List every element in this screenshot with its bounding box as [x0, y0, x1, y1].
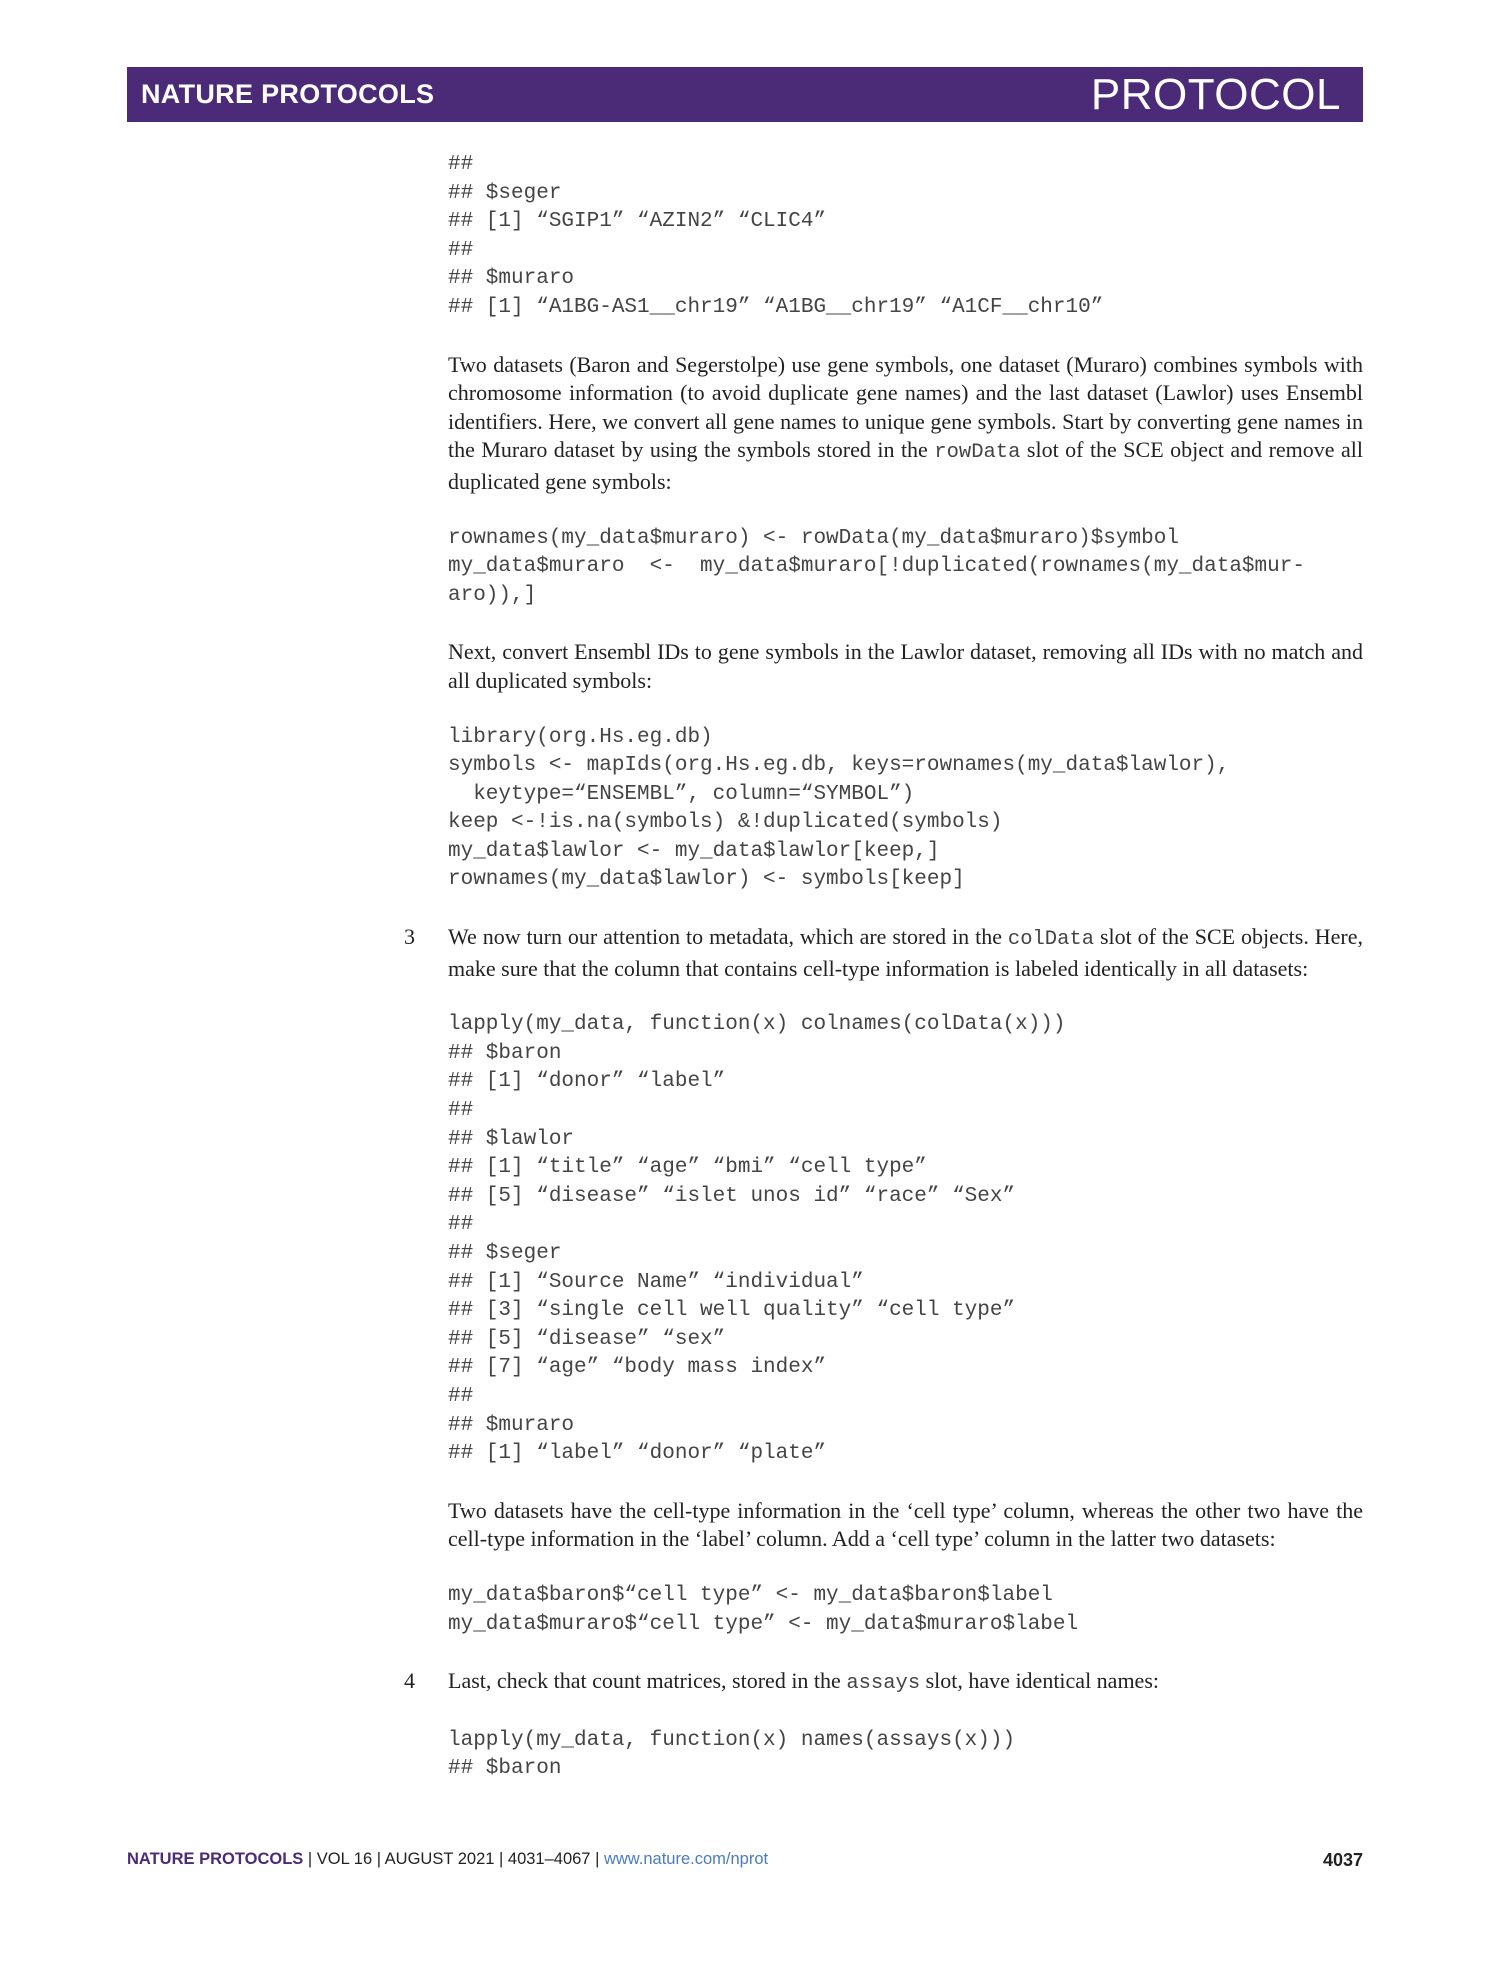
inline-code: colData	[1007, 928, 1095, 952]
code-line: ##	[448, 238, 474, 262]
step-number: 4	[404, 1668, 415, 1694]
journal-name: NATURE PROTOCOLS	[141, 79, 435, 109]
code-line: aro)),]	[448, 583, 537, 607]
code-line: ##	[448, 1099, 474, 1123]
code-line: my_data$muraro$“cell type” <- my_data$muraro$label	[448, 1612, 1079, 1636]
page-footer: NATURE PROTOCOLS | VOL 16 | AUGUST 2021 | 4031–4067 | www.nature.com/nprot 4037	[127, 1850, 1363, 1870]
code-line: ## $baron	[448, 1041, 562, 1065]
code-line: ## [1] “donor” “label”	[448, 1070, 726, 1094]
step-4-text: Last, check that count matrices, stored in the assays slot, have identical names:	[448, 1668, 1159, 1696]
code-line: ## [1] “title” “age” “bmi” “cell type”	[448, 1156, 927, 1180]
code-line: ## $seger	[448, 1242, 562, 1265]
code-line: ## $muraro	[448, 267, 575, 291]
code-block-3	[448, 724, 1363, 896]
code-line: keep <-!is.na(symbols) &!duplicated(symbols)	[448, 811, 1003, 835]
code-line: ## $seger	[448, 181, 562, 205]
code-line: my_data$muraro <- my_data$muraro[!duplicated(rownames(my_data$mur-	[448, 555, 1305, 579]
code-line: ## [1] “Source Name” “individual”	[448, 1270, 864, 1294]
code-line: my_data$baron$“cell type” <- my_data$baron$label	[448, 1583, 1053, 1607]
code-line: rownames(my_data$lawlor) <- symbols[keep]	[448, 868, 965, 892]
code-block-5	[448, 1582, 1363, 1639]
code-line: ## [1] “A1BG-AS1__chr19” “A1BG__chr19” “A1CF__chr10”	[448, 295, 1104, 319]
footer-pages: 4031–4067	[507, 1850, 591, 1868]
page-header	[127, 67, 1363, 122]
step-3-text: We now turn our attention to metadata, which are stored in the colData slot of the SCE objects. Here, make sure that the column that contains cell-type information is labeled identically in all datasets:	[448, 924, 1363, 981]
code-line: ## $lawlor	[448, 1127, 575, 1151]
code-line: ## [1] “label” “donor” “plate”	[448, 1442, 827, 1466]
inline-code: rowData	[934, 441, 1021, 465]
paragraph-muraro: Two datasets (Baron and Segerstolpe) use gene symbols, one dataset (Muraro) combines symbols with chromosome information (to avoid duplicate gene names) and the last dataset (Lawlor) uses Ensembl identifiers. Here, we convert all gene names to unique gene symbols. Start by converting gene names in the Muraro dataset by using the symbols stored in the rowData slot of the SCE object and remove all duplicated gene symbols:	[448, 351, 1363, 494]
paragraph-cell-type: Two datasets have the cell-type information in the ‘cell type’ column, whereas the other two have the cell-type information in the ‘label’ column. Add a ‘cell type’ column in the latter two datasets:	[448, 1497, 1363, 1552]
footer-journal: NATURE PROTOCOLS	[127, 1850, 304, 1868]
step-4	[404, 1667, 1363, 1699]
code-line: ## [1] “SGIP1” “AZIN2” “CLIC4”	[448, 210, 827, 234]
code-line: ## [7] “age” “body mass index”	[448, 1356, 827, 1380]
code-line: rownames(my_data$muraro) <- rowData(my_data$muraro)$symbol	[448, 526, 1179, 550]
code-line: ## $baron	[448, 1757, 562, 1781]
code-line: library(org.Hs.eg.db)	[448, 725, 713, 749]
code-line: ##	[448, 1213, 474, 1237]
code-line: ## [3] “single cell well quality” “cell type”	[448, 1299, 1016, 1323]
code-line: ## $muraro	[448, 1413, 575, 1437]
code-line: lapply(my_data, function(x) colnames(colData(x)))	[448, 1013, 1066, 1037]
footer-date: AUGUST 2021	[384, 1850, 495, 1868]
code-block-2	[448, 525, 1363, 611]
footer-url-link[interactable]: www.nature.com/nprot	[603, 1850, 769, 1868]
code-line: symbols <- mapIds(org.Hs.eg.db, keys=rownames(my_data$lawlor),	[448, 754, 1230, 778]
code-line: ##	[448, 153, 474, 176]
code-line: ## [5] “disease” “islet unos id” “race” “Sex”	[448, 1184, 1016, 1208]
code-line: ## [5] “disease” “sex”	[448, 1327, 726, 1351]
code-line: lapply(my_data, function(x) names(assays(x)))	[448, 1728, 1016, 1752]
code-block-6	[448, 1727, 1363, 1784]
code-block-1	[448, 151, 1363, 323]
code-line: keytype=“ENSEMBL”, column=“SYMBOL”)	[448, 782, 915, 806]
step-number: 3	[404, 924, 415, 950]
code-line: my_data$lawlor <- my_data$lawlor[keep,]	[448, 839, 940, 863]
step-3	[404, 923, 1363, 983]
inline-code: assays	[846, 1672, 921, 1696]
page-content	[404, 151, 1363, 1784]
page-number: 4037	[1322, 1850, 1363, 1870]
code-line: ##	[448, 1384, 474, 1408]
paragraph-lawlor: Next, convert Ensembl IDs to gene symbols in the Lawlor dataset, removing all IDs with no match and all duplicated symbols:	[448, 639, 1363, 693]
footer-volume: VOL 16	[316, 1850, 373, 1868]
article-type: PROTOCOL	[1090, 70, 1341, 119]
code-block-4	[448, 1011, 1363, 1469]
